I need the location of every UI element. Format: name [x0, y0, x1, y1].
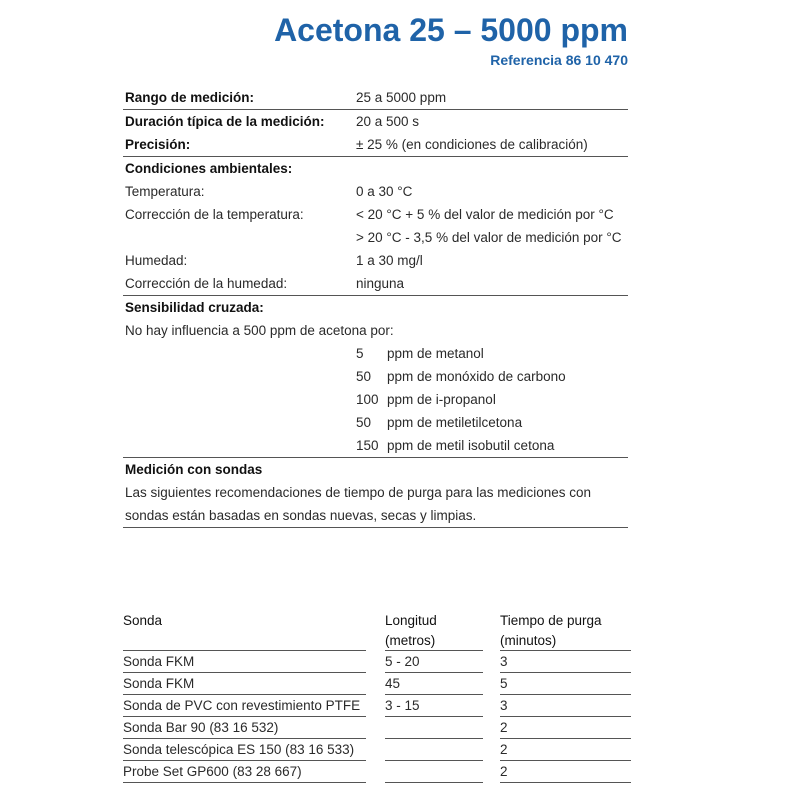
- cross-item-text: ppm de metil isobutil cetona: [387, 438, 555, 453]
- cross-item-text: ppm de i-propanol: [387, 392, 496, 407]
- reference-number: Referencia 86 10 470: [490, 52, 628, 68]
- cell-probe: Sonda de PVC con revestimiento PTFE: [123, 698, 361, 713]
- spec-value: > 20 °C - 3,5 % del valor de medición por °C: [356, 230, 622, 245]
- spec-value: 25 a 5000 ppm: [356, 90, 447, 105]
- section-heading: Medición con sondas: [125, 462, 263, 477]
- spec-value: < 20 °C + 5 % del valor de medición por °C: [356, 207, 614, 222]
- header-text: Sonda: [123, 613, 163, 628]
- spec-row-humidity-correction: [123, 272, 628, 295]
- spec-value: 0 a 30 °C: [356, 184, 413, 199]
- cell-purge: 5: [500, 676, 508, 691]
- spec-label: Temperatura:: [125, 184, 205, 199]
- cell-purge: 3: [500, 654, 508, 669]
- column-header-probe: [123, 611, 162, 631]
- cell-probe: Sonda Bar 90 (83 16 532): [123, 720, 279, 735]
- spec-row-temp-correction: [123, 203, 628, 226]
- cell-length: 5 - 20: [385, 654, 420, 669]
- cross-item-number: 150: [356, 438, 379, 453]
- cross-item-number: 5: [356, 346, 364, 361]
- cell-probe: Sonda FKM: [123, 676, 195, 691]
- table-row: [123, 739, 631, 761]
- header-text: Tiempo de purga: [500, 613, 602, 628]
- cell-probe: Sonda FKM: [123, 654, 195, 669]
- spec-heading-probe: [123, 457, 628, 481]
- spec-row-precision: [123, 133, 628, 156]
- probe-text-line: [123, 481, 628, 504]
- section-heading: Sensibilidad cruzada:: [125, 300, 264, 315]
- cell-purge: 3: [500, 698, 508, 713]
- divider: [500, 782, 631, 783]
- spec-row-cross-intro: [123, 319, 628, 342]
- cross-item: [123, 388, 628, 411]
- cell-probe: Sonda telescópica ES 150 (83 16 533): [123, 742, 355, 757]
- spec-row-temperature: [123, 180, 628, 203]
- header-text: (metros): [385, 633, 436, 648]
- cell-probe: Probe Set GP600 (83 28 667): [123, 764, 302, 779]
- probe-text-line: [123, 504, 628, 528]
- purge-time-table: [123, 607, 631, 783]
- spec-row-humidity: [123, 249, 628, 272]
- paragraph-line: Las siguientes recomendaciones de tiempo de purga para las mediciones con: [125, 485, 592, 500]
- spec-label: Duración típica de la medición:: [125, 114, 325, 129]
- spec-heading-ambient: [123, 156, 628, 180]
- cross-item-text: ppm de metiletilcetona: [387, 415, 523, 430]
- table-header-row: [123, 607, 631, 651]
- header-text: (minutos): [500, 633, 557, 648]
- cell-purge: 2: [500, 720, 508, 735]
- spec-value: ± 25 % (en condiciones de calibración): [356, 137, 588, 152]
- spec-label: Precisión:: [125, 137, 191, 152]
- cross-item-number: 50: [356, 415, 372, 430]
- spec-value: 20 a 500 s: [356, 114, 420, 129]
- spec-label: Corrección de la humedad:: [125, 276, 288, 291]
- cross-intro-text: No hay influencia a 500 ppm de acetona por:: [125, 323, 394, 338]
- cross-item: [123, 365, 628, 388]
- cross-item-number: 100: [356, 392, 379, 407]
- table-row: [123, 673, 631, 695]
- spec-value: 1 a 30 mg/l: [356, 253, 423, 268]
- cross-item: [123, 342, 628, 365]
- spec-label: Humedad:: [125, 253, 188, 268]
- column-header-length: [385, 611, 437, 651]
- cross-item-text: ppm de monóxido de carbono: [387, 369, 566, 384]
- cross-item-number: 50: [356, 369, 372, 384]
- cross-item-text: ppm de metanol: [387, 346, 484, 361]
- table-row: [123, 717, 631, 739]
- spec-label: Corrección de la temperatura:: [125, 207, 304, 222]
- divider: [123, 782, 366, 783]
- spec-value: ninguna: [356, 276, 405, 291]
- spec-row-duration: [123, 109, 628, 133]
- cell-purge: 2: [500, 764, 508, 779]
- column-header-purge: [500, 611, 602, 651]
- spec-row-range: [123, 86, 628, 109]
- cell-length: 45: [385, 676, 401, 691]
- spec-row-temp-correction-2: [123, 226, 628, 249]
- section-heading: Condiciones ambientales:: [125, 161, 293, 176]
- cross-item: [123, 434, 628, 457]
- table-row: [123, 651, 631, 673]
- table-row: [123, 695, 631, 717]
- spec-sheet: [123, 86, 628, 528]
- header-text: Longitud: [385, 613, 437, 628]
- cell-purge: 2: [500, 742, 508, 757]
- table-row: [123, 761, 631, 783]
- page-title: Acetona 25 – 5000 ppm: [274, 12, 628, 48]
- paragraph-line: sondas están basadas en sondas nuevas, secas y limpias.: [125, 508, 477, 523]
- cell-length: 3 - 15: [385, 698, 420, 713]
- spec-heading-cross: [123, 295, 628, 319]
- divider: [385, 782, 483, 783]
- spec-label: Rango de medición:: [125, 90, 255, 105]
- cross-item: [123, 411, 628, 434]
